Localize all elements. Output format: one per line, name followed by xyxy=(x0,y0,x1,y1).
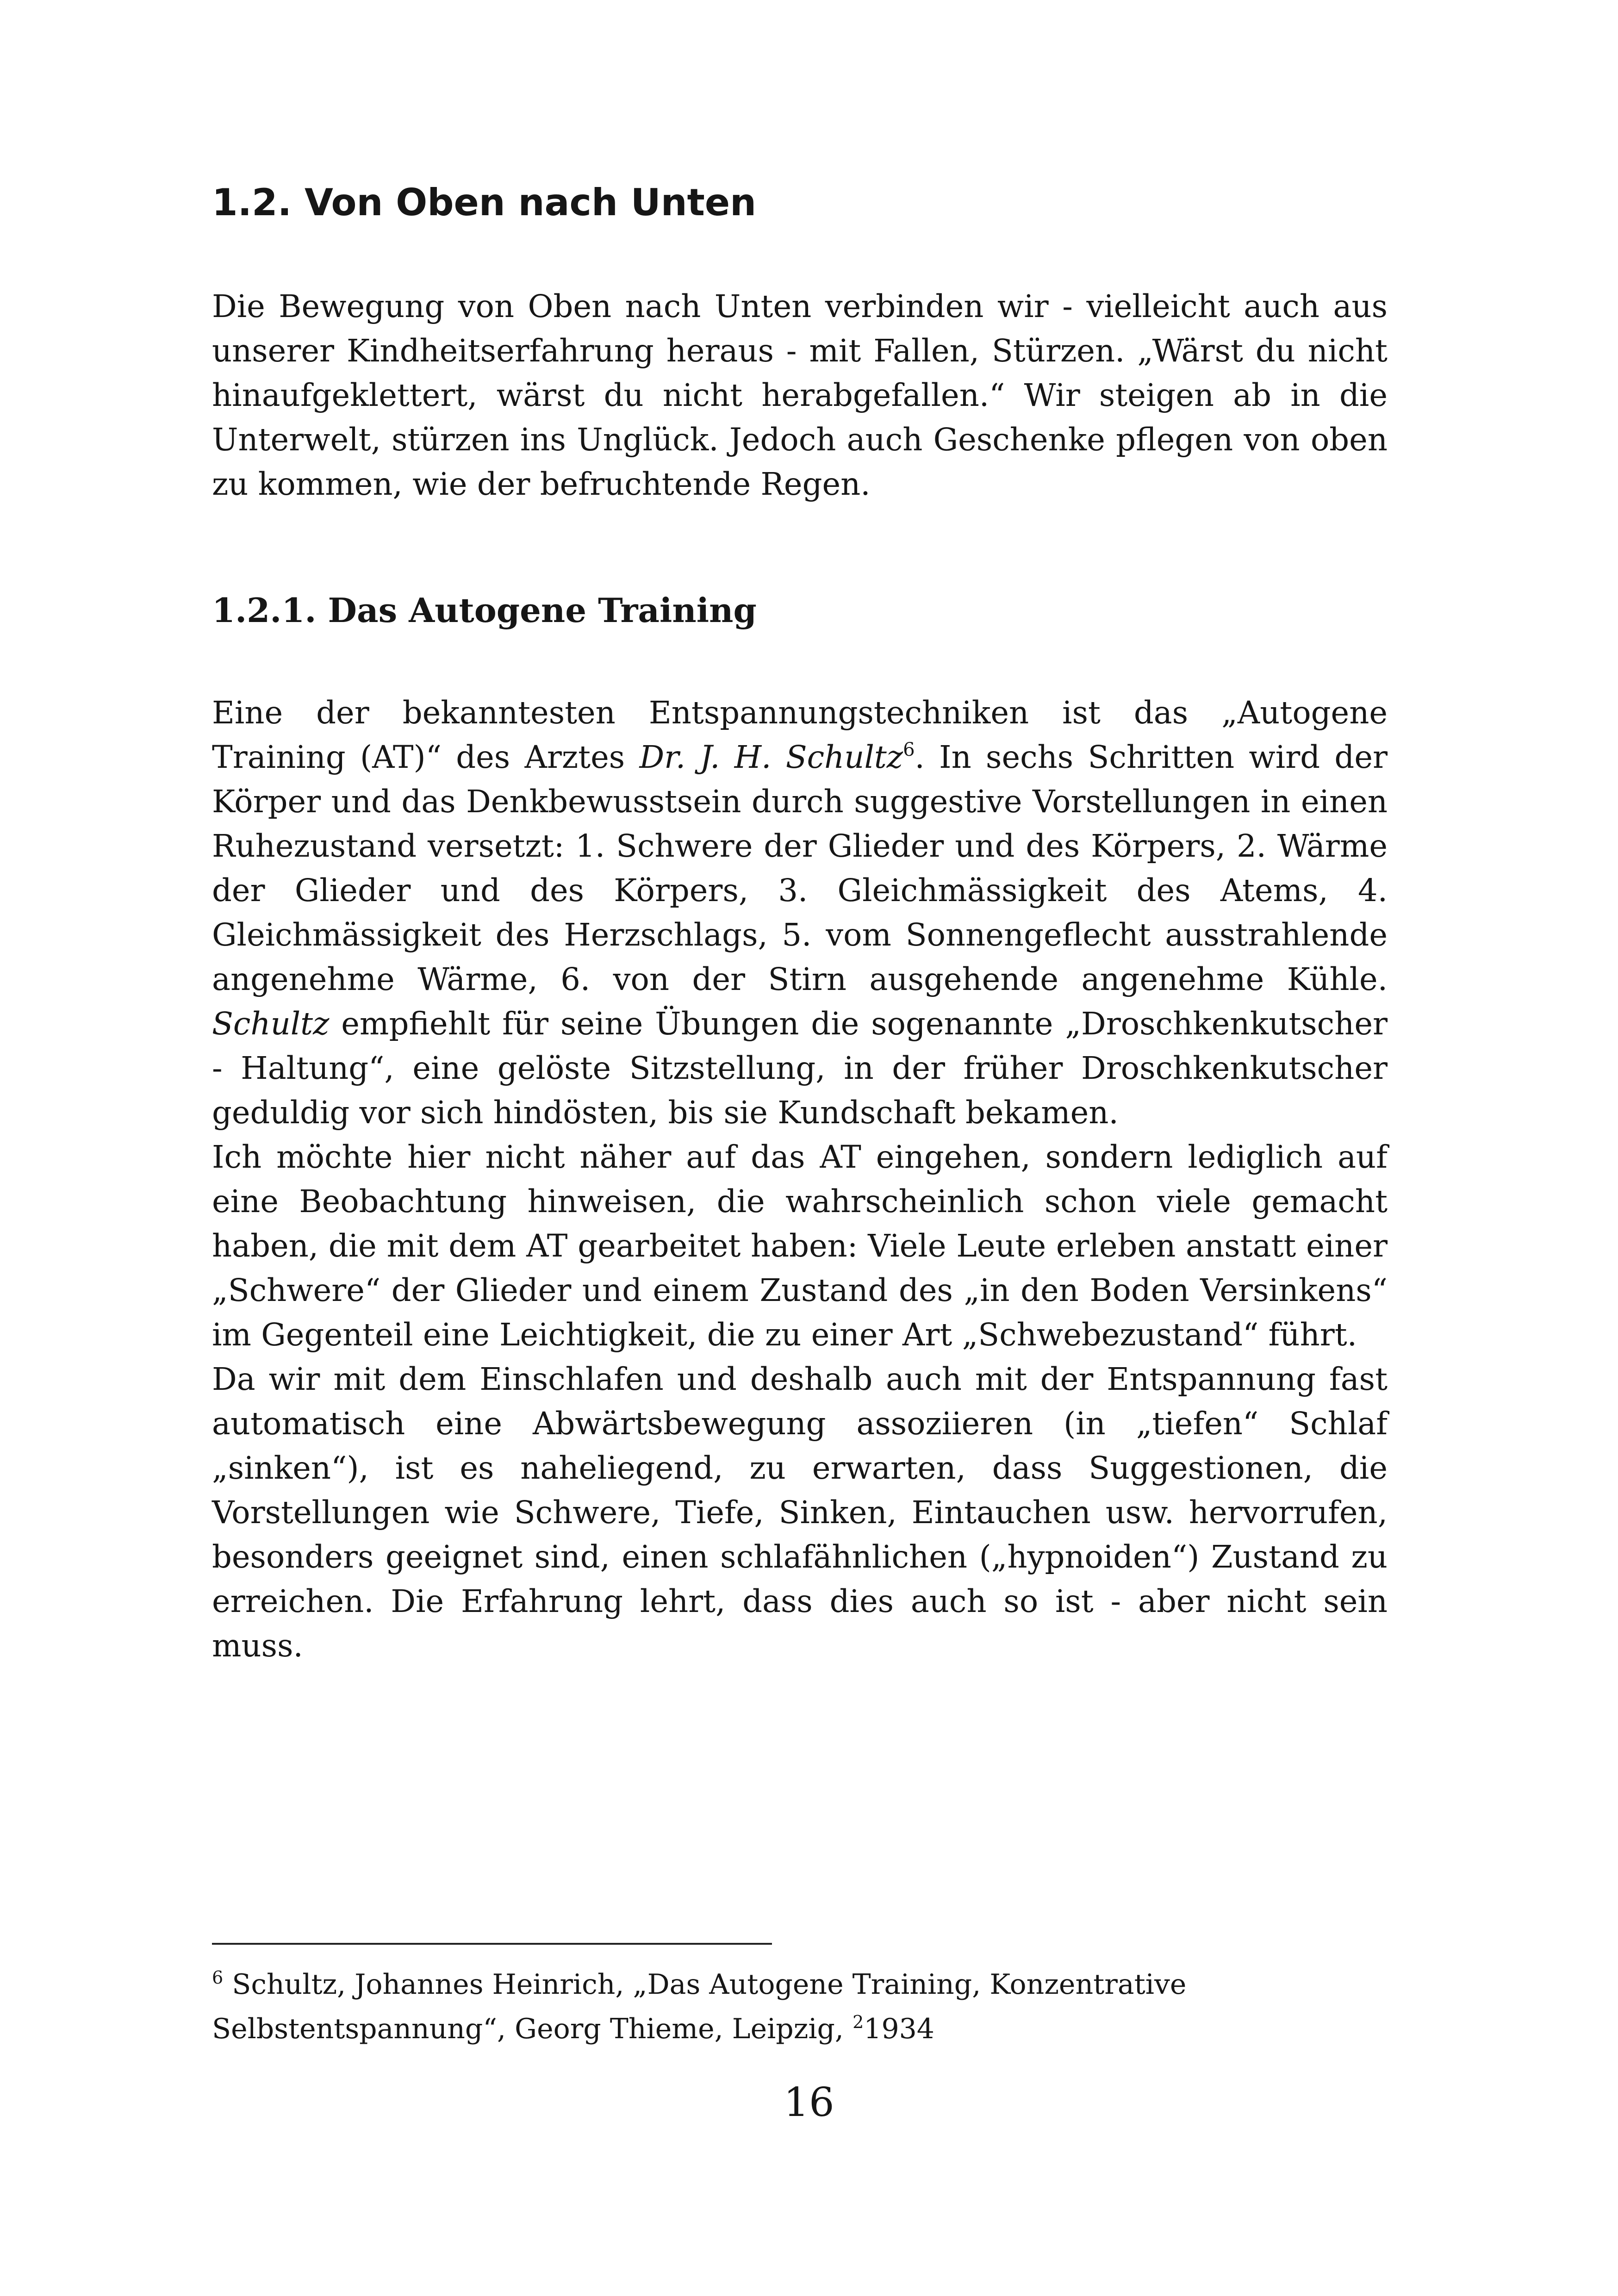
paragraph-text: empfiehlt für seine Übungen die sogenannte „Droschkenkutscher - Haltung“, eine gelöste Sitzstellung, in der früher Droschkenkutscher geduldig vor sich hindösten, bis sie Kundschaft bekamen. xyxy=(212,1006,1388,1131)
paragraph-observation: Ich möchte hier nicht näher auf das AT eingehen, sondern lediglich auf eine Beobachtung hinweisen, die wahrscheinlich schon viele gemacht haben, die mit dem AT gearbeitet haben: Viele Leute erleben anstatt einer „Schwere“ der Glieder und einem Zustand des „in den Boden Versinkens“ im Gegenteil eine Leichtigkeit, die zu einer Art „Schwebezustand“ führt. xyxy=(212,1139,1388,1353)
edition-superscript: 2 xyxy=(853,2012,864,2032)
main-content xyxy=(212,162,1388,1668)
footnote-reference: 6 xyxy=(903,739,915,761)
intro-paragraph: Die Bewegung von Oben nach Unten verbinden wir - vielleicht auch aus unserer Kindheitserfahrung heraus - mit Fallen, Stürzen. „Wärst du nicht hinaufgeklettert, wärst du nicht herabgefallen.“ Wir steigen ab in die Unterwelt, stürzen ins Unglück. Jedoch auch Geschenke pflegen von oben zu kommen, wie der befruchtende Regen. xyxy=(212,288,1388,502)
footnote-number: 6 xyxy=(212,1967,224,1988)
paragraph-text: . In sechs Schritten wird der Körper und das Denkbewusstsein durch suggestive Vorstellungen in einen Ruhezustand versetzt: 1. Schwere der Glieder und des Körpers, 2. Wärme der Glieder und des Körpers, 3. Gleichmässigkeit des Atems, 4. Gleichmässigkeit des Herzschlags, 5. vom Sonnengeflecht ausstrahlende angenehme Wärme, 6. von der Stirn ausgehende angenehme Kühle. xyxy=(212,739,1388,998)
subsection-body xyxy=(212,691,1388,1668)
author-name-italic: Dr. J. H. Schultz xyxy=(639,739,903,776)
paragraph-sleep-association: Da wir mit dem Einschlafen und deshalb auch mit der Entspannung fast automatisch eine Abwärtsbewegung assoziieren (in „tiefen“ Schlaf „sinken“), ist es naheliegend, zu erwarten, dass Suggestionen, die Vorstellungen wie Schwere, Tiefe, Sinken, Eintauchen usw. hervorrufen, besonders geeignet sind, einen schlafähnlichen („hypnoiden“) Zustand zu erreichen. Die Erfahrung lehrt, dass dies auch so ist - aber nicht sein muss. xyxy=(212,1361,1388,1664)
footnote-text: Schultz, Johannes Heinrich, „Das Autogene Training, Konzentrative Selbstentspannung“, Georg Thieme, Leipzig, xyxy=(212,1968,1187,2045)
section-heading: 1.2. Von Oben nach Unten xyxy=(212,181,757,224)
paragraph-text: Eine der bekanntesten Entspannungstechniken ist das „Autogene Training (AT)“ des Arztes xyxy=(212,695,1388,776)
footnote-divider xyxy=(212,1943,772,1945)
footnote xyxy=(212,1962,1360,2051)
paragraph-autogenic-training xyxy=(212,691,1388,1135)
subsection-heading: 1.2.1. Das Autogene Training xyxy=(212,591,757,630)
page-number: 16 xyxy=(784,2079,834,2126)
footnote-year: 1934 xyxy=(864,2013,934,2045)
author-surname-italic: Schultz xyxy=(212,1006,330,1042)
